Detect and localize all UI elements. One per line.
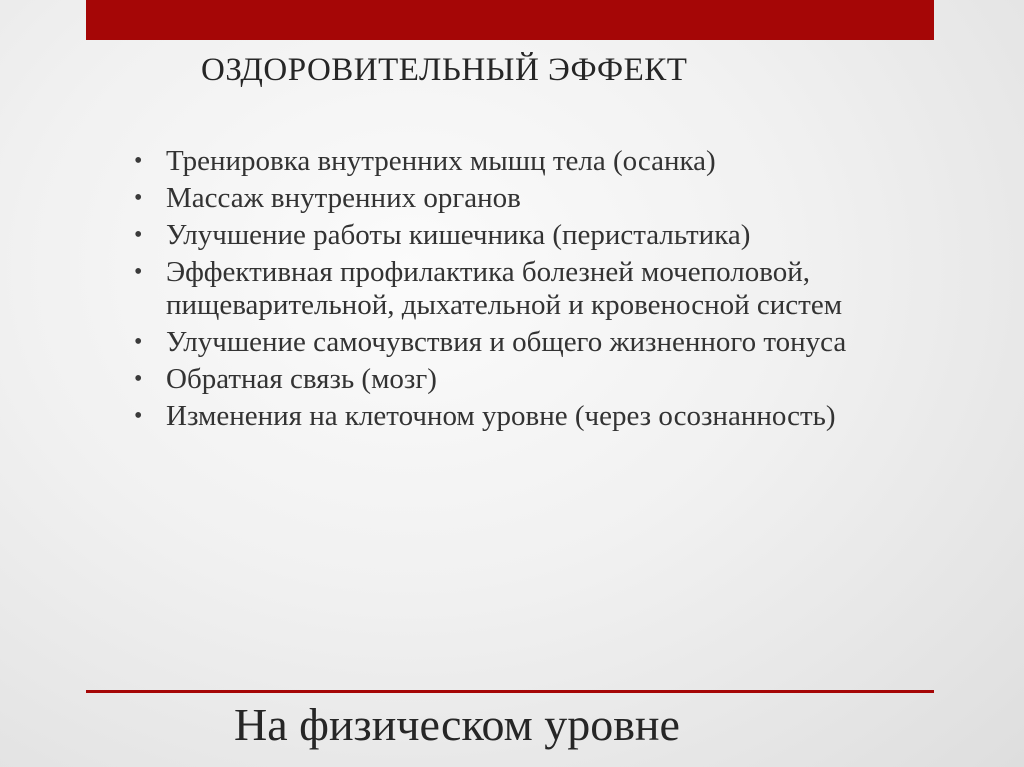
footer-divider	[86, 690, 934, 693]
bullet-text: Эффективная профилактика болезней мочеполовой, пищеварительной, дыхательной и кровеносной систем	[166, 256, 843, 321]
bullet-text: Обратная связь (мозг)	[166, 363, 437, 395]
bullet-item	[130, 256, 910, 322]
bullet-item	[130, 219, 910, 252]
bullet-text: Тренировка внутренних мышц тела (осанка)	[166, 145, 716, 177]
bullet-item	[130, 182, 910, 215]
bullet-text: Улучшение самочувствия и общего жизненного тонуса	[166, 326, 847, 358]
bullet-item	[130, 326, 910, 359]
bullet-text: Массаж внутренних органов	[166, 182, 521, 214]
bullet-item	[130, 400, 910, 433]
bullet-text: Улучшение работы кишечника (перистальтика)	[166, 219, 751, 251]
bullet-list	[130, 145, 910, 437]
bullet-dot-icon: •	[134, 148, 143, 174]
bullet-text: Изменения на клеточном уровне (через осознанность)	[166, 400, 836, 432]
top-accent-bar	[86, 0, 934, 40]
bullet-dot-icon: •	[134, 403, 143, 429]
footer-title: На физическом уровне	[234, 699, 680, 750]
bullet-item	[130, 363, 910, 396]
bullet-dot-icon: •	[134, 222, 143, 248]
bullet-dot-icon: •	[134, 329, 143, 355]
bullet-dot-icon: •	[134, 185, 143, 211]
slide-title: ОЗДОРОВИТЕЛЬНЫЙ ЭФФЕКТ	[201, 52, 688, 88]
bullet-item	[130, 145, 910, 178]
bullet-dot-icon: •	[134, 259, 143, 285]
bullet-dot-icon: •	[134, 366, 143, 392]
